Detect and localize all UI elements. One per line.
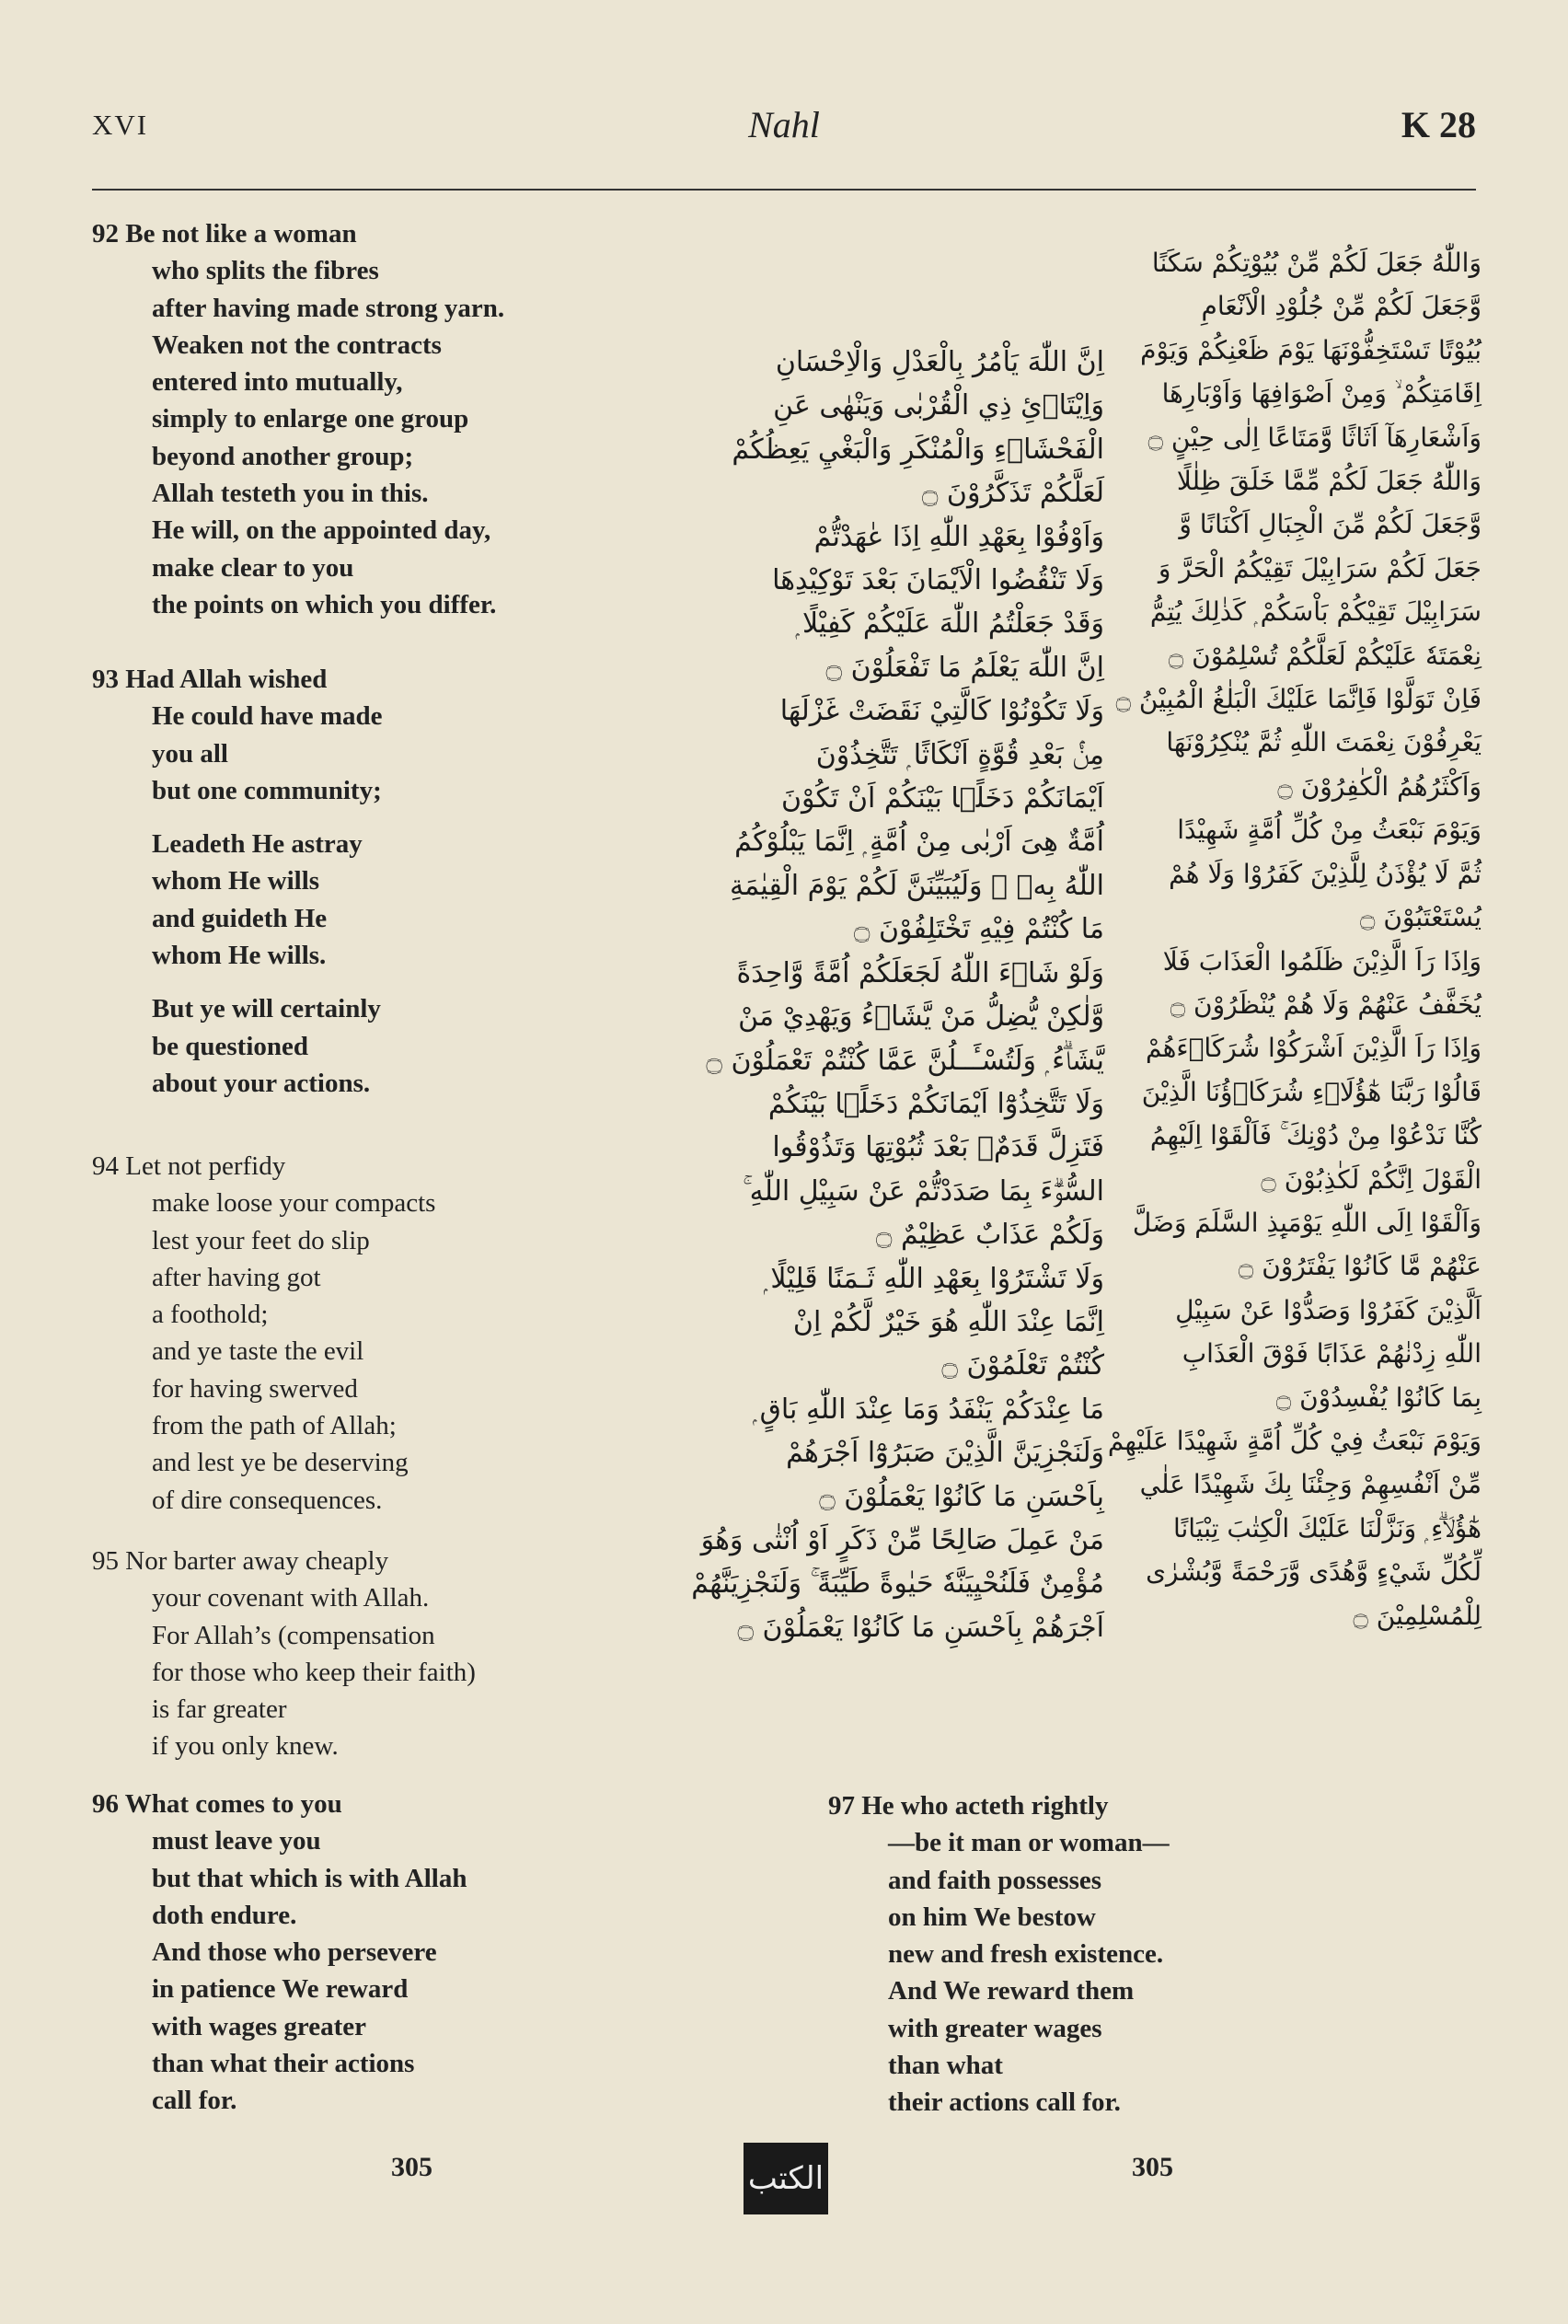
section-number: K 28 bbox=[1401, 104, 1476, 145]
arabic-line: لِلْمُسْلِمِيْنَ ۝ bbox=[1353, 1600, 1482, 1631]
arabic-line: مَا عِنْدَكُمْ يَنْفَدُ وَمَا عِنْدَ اللّٰهِ بَاقٍ ۭ bbox=[753, 1393, 1104, 1426]
arabic-line: مَا كُنْتُمْ فِيْهِ تَخْتَلِفُوْنَ ۝ bbox=[853, 913, 1104, 946]
verse-line: for those who keep their faith) bbox=[152, 1657, 476, 1687]
verse-line: and guideth He bbox=[152, 903, 328, 933]
verse-line: than what their actions bbox=[152, 2049, 415, 2079]
arabic-line: فَتَزِلَّ قَدَمٌۢ بَعْدَ ثُبُوْتِهَا وَتَذُوْقُوا bbox=[772, 1131, 1104, 1164]
arabic-line: يُسْتَعْتَبُوْنَ ۝ bbox=[1360, 902, 1482, 933]
arabic-line: مِنْۢ بَعْدِ قُوَّةٍ اَنْكَاثًا ۭ تَتَّخِذُوْنَ bbox=[815, 738, 1104, 771]
arabic-line: وَلَا تَتَّخِذُوْٓا اَيْمَانَكُمْ دَخَلًۢا بَيْنَكُمْ bbox=[767, 1087, 1104, 1120]
verse-93-part-3 bbox=[92, 990, 383, 1102]
verse-line: a foothold; bbox=[152, 1300, 269, 1330]
arabic-line: لِّكُلِّ شَيْءٍ وَّهُدًى وَّرَحْمَةً وَّبُشْرٰى bbox=[1146, 1556, 1482, 1588]
arabic-line: اِنَّ اللّٰهَ يَاْمُرُ بِالْعَدْلِ وَالْاِحْسَانِ bbox=[775, 346, 1104, 378]
arabic-line: يُخَفَّفُ عَنْهُمْ وَلَا هُمْ يُنْظَرُوْنَ ۝ bbox=[1170, 989, 1482, 1020]
verse-line: 97 He who acteth rightly bbox=[828, 1791, 1109, 1821]
verse-line: whom He wills. bbox=[152, 941, 327, 971]
arabic-line: كُنَّا نَدْعُوْا مِنْ دُوْنِكَ ۚ فَاَلْقَوْا اِلَيْهِمُ bbox=[1149, 1120, 1482, 1151]
verse-line: who splits the fibres bbox=[152, 256, 379, 286]
arabic-line: بِاَحْسَنِ مَا كَانُوْا يَعْمَلُوْنَ ۝ bbox=[819, 1480, 1104, 1513]
logo-text: الكتب bbox=[747, 2160, 824, 2197]
arabic-line: قَالُوْا رَبَّنَا هٰٓؤُلَاۗءِ شُرَكَاۗؤُنَا الَّذِيْنَ bbox=[1141, 1076, 1482, 1107]
arabic-text-right-column bbox=[1107, 241, 1482, 1637]
publisher-logo bbox=[744, 2143, 828, 2214]
verse-line: entered into mutually, bbox=[152, 367, 403, 398]
arabic-line: اللّٰهِ زِدْنٰهُمْ عَذَابًا فَوْقَ الْعَذَابِ bbox=[1182, 1338, 1482, 1370]
arabic-line: وَاَلْقَوْا اِلَى اللّٰهِ يَوْمَىِٕذِ السَّلَمَ وَضَلَّ bbox=[1132, 1207, 1482, 1238]
arabic-line: بِمَا كَانُوْا يُفْسِدُوْنَ ۝ bbox=[1275, 1382, 1482, 1413]
verse-line: make clear to you bbox=[152, 552, 354, 583]
verse-93-part-1 bbox=[92, 661, 383, 809]
verse-line: is far greater bbox=[152, 1694, 287, 1725]
verse-line: and lest ye be deserving bbox=[152, 1448, 409, 1478]
arabic-line: يَعْرِفُوْنَ نِعْمَتَ اللّٰهِ ثُمَّ يُنْكِرُوْنَهَا bbox=[1166, 727, 1482, 758]
verse-95 bbox=[92, 1543, 476, 1765]
arabic-line: وَاللّٰهُ جَعَلَ لَكُمْ مِّمَّا خَلَقَ ظِلٰلًا bbox=[1176, 466, 1482, 497]
arabic-line: فَاِنْ تَوَلَّوْا فَاِنَّمَا عَلَيْكَ الْبَلٰغُ الْمُبِيْنُ ۝ bbox=[1115, 684, 1482, 715]
header-rule bbox=[92, 189, 1476, 191]
arabic-line: وَلَنَجْزِيَنَّ الَّذِيْنَ صَبَرُوْٓا اَجْرَهُمْ bbox=[786, 1437, 1104, 1470]
page-number-left: 305 bbox=[391, 2152, 432, 2182]
arabic-line: وَاِيْتَاۗئِ ذِي الْقُرْبٰى وَيَنْهٰى عَنِ bbox=[773, 389, 1104, 422]
verse-line: He will, on the appointed day, bbox=[152, 515, 491, 546]
verse-line: on him We bestow bbox=[888, 1902, 1096, 1932]
arabic-line: مَنْ عَمِلَ صَالِحًا مِّنْ ذَكَرٍ اَوْ اُنْثٰى وَهُوَ bbox=[700, 1523, 1104, 1556]
arabic-line: اِنَّمَا عِنْدَ اللّٰهِ هُوَ خَيْرٌ لَّكُمْ اِنْ bbox=[792, 1305, 1104, 1338]
verse-line: —be it man or woman— bbox=[888, 1828, 1170, 1858]
arabic-line: وَاَوْفُوْا بِعَهْدِ اللّٰهِ اِذَا عٰهَدْتُّمْ bbox=[813, 520, 1104, 553]
verse-line: lest your feet do slip bbox=[152, 1225, 370, 1255]
verse-line: 95 Nor barter away cheaply bbox=[92, 1546, 389, 1576]
verse-line: Weaken not the contracts bbox=[152, 330, 442, 360]
arabic-line: اُمَّةٌ هِىَ اَرْبٰى مِنْ اُمَّةٍ ۭ اِنَّمَا يَبْلُوْكُمُ bbox=[734, 826, 1104, 859]
arabic-line: وَاَشْعَارِهَآ اَثَاثًا وَّمَتَاعًا اِلٰى حِيْنٍ ۝ bbox=[1147, 422, 1482, 453]
arabic-line: الْقَوْلَ اِنَّكُمْ لَكٰذِبُوْنَ ۝ bbox=[1261, 1163, 1482, 1195]
verse-line: about your actions. bbox=[152, 1068, 371, 1098]
arabic-line: وَلَا تَكُوْنُوْا كَالَّتِيْ نَقَضَتْ غَزْلَهَا bbox=[779, 695, 1104, 728]
verse-94 bbox=[92, 1148, 435, 1519]
verse-line: simply to enlarge one group bbox=[152, 404, 469, 434]
arabic-line: وَلَوْ شَاۗءَ اللّٰهُ لَجَعَلَكُمْ اُمَّةً وَّاحِدَةً bbox=[736, 956, 1104, 989]
page-header bbox=[92, 103, 1476, 149]
arabic-line: جَعَلَ لَكُمْ سَرَابِيْلَ تَقِيْكُمُ الْحَرَّ وَ bbox=[1158, 552, 1482, 584]
verse-line: of dire consequences. bbox=[152, 1485, 383, 1515]
verse-line: new and fresh existence. bbox=[888, 1939, 1164, 1970]
verse-line: Allah testeth you in this. bbox=[152, 479, 429, 509]
arabic-line: اَلَّذِيْنَ كَفَرُوْا وَصَدُّوْا عَنْ سَبِيْلِ bbox=[1175, 1294, 1482, 1325]
arabic-line: وَلَا تَنْقُضُوا الْاَيْمَانَ بَعْدَ تَوْكِيْدِهَا bbox=[772, 564, 1104, 597]
verse-line: beyond another group; bbox=[152, 441, 414, 471]
arabic-line: مُؤْمِنٌ فَلَنُحْيِيَنَّهٗ حَيٰوةً طَيِّبَةً ۚ وَلَنَجْزِيَنَّهُمْ bbox=[691, 1567, 1104, 1601]
arabic-line: نِعْمَتَهٗ عَلَيْكُمْ لَعَلَّكُمْ تُسْلِمُوْنَ ۝ bbox=[1168, 640, 1482, 671]
arabic-line: اَيْمَانَكُمْ دَخَلًۢا بَيْنَكُمْ اَنْ تَكُوْنَ bbox=[781, 782, 1104, 815]
verse-line: you all bbox=[152, 738, 228, 769]
arabic-line: وَيَوْمَ نَبْعَثُ فِيْ كُلِّ اُمَّةٍ شَهِيْدًا عَلَيْهِمْ bbox=[1107, 1425, 1482, 1456]
verse-line: in patience We reward bbox=[152, 1974, 409, 2005]
verse-line: from the path of Allah; bbox=[152, 1411, 397, 1441]
verse-line: with wages greater bbox=[152, 2011, 367, 2041]
arabic-line: اِنَّ اللّٰهَ يَعْلَمُ مَا تَفْعَلُوْنَ ۝ bbox=[825, 651, 1104, 684]
verse-line: and faith possesses bbox=[888, 1865, 1102, 1895]
verse-line: and ye taste the evil bbox=[152, 1336, 364, 1367]
arabic-line: وَّجَعَلَ لَكُمْ مِّنَ الْجِبَالِ اَكْنَانًا وَّ bbox=[1179, 509, 1482, 540]
arabic-line: وَاَكْثَرُهُمُ الْكٰفِرُوْنَ ۝ bbox=[1277, 770, 1482, 802]
verse-line: after having made strong yarn. bbox=[152, 293, 505, 323]
verse-line: their actions call for. bbox=[888, 2087, 1121, 2118]
arabic-line: سَرَابِيْلَ تَقِيْكُمْ بَاْسَكُمْ ۭ كَذٰلِكَ يُتِمُّ bbox=[1149, 596, 1482, 628]
verse-line: for having swerved bbox=[152, 1373, 358, 1404]
verse-line: but that which is with Allah bbox=[152, 1863, 467, 1893]
arabic-line: وَاِذَا رَاَ الَّذِيْنَ اَشْرَكُوْا شُرَكَاۗءَهُمْ bbox=[1146, 1033, 1482, 1064]
page-number-right: 305 bbox=[1132, 2152, 1173, 2182]
verse-line: your covenant with Allah. bbox=[152, 1583, 430, 1613]
verse-line: Leadeth He astray bbox=[152, 829, 363, 860]
verse-line: 96 What comes to you bbox=[92, 1789, 342, 1819]
verse-line: if you only knew. bbox=[152, 1731, 339, 1762]
arabic-line: وَلَا تَشْتَرُوْا بِعَهْدِ اللّٰهِ ثَـمَنًا قَلِيْلًا ۭ bbox=[763, 1262, 1104, 1295]
arabic-line: وَيَوْمَ نَبْعَثُ مِنْ كُلِّ اُمَّةٍ شَهِيْدًا bbox=[1177, 815, 1482, 846]
verse-line: must leave you bbox=[152, 1826, 321, 1856]
arabic-line: وَاللّٰهُ جَعَلَ لَكُمْ مِّنْ بُيُوْتِكُمْ سَكَنًا bbox=[1151, 248, 1482, 278]
verse-line: than what bbox=[888, 2051, 1003, 2081]
verse-line: For Allah’s (compensation bbox=[152, 1620, 435, 1650]
arabic-line: الْفَحْشَاۗءِ وَالْمُنْكَرِ وَالْبَغْيِ يَعِظُكُمْ bbox=[732, 433, 1104, 466]
surah-title: Nahl bbox=[748, 104, 820, 145]
verse-line: But ye will certainly bbox=[152, 994, 381, 1024]
verse-line: 93 Had Allah wished bbox=[92, 665, 328, 694]
arabic-line: وَلَكُمْ عَذَابٌ عَظِيْمٌ ۝ bbox=[875, 1219, 1104, 1252]
verse-96 bbox=[92, 1786, 467, 2120]
verse-93-part-2 bbox=[92, 826, 383, 974]
arabic-line: كُنْتُمْ تَعْلَمُوْنَ ۝ bbox=[941, 1349, 1104, 1382]
verse-97 bbox=[828, 1787, 1170, 2122]
arabic-line: عَنْهُمْ مَّا كَانُوْا يَفْتَرُوْنَ ۝ bbox=[1238, 1251, 1482, 1282]
arabic-line: السُّوْۗءَ بِمَا صَدَدْتُّمْ عَنْ سَبِيْلِ اللّٰهِ ۚ bbox=[743, 1174, 1104, 1208]
verse-line: doth endure. bbox=[152, 1900, 297, 1930]
arabic-line: مِّنْ اَنْفُسِهِمْ وَجِئْنَا بِكَ شَهِيْدًا عَلٰي bbox=[1139, 1469, 1482, 1500]
arabic-line: يَّشَاۗءُ ۭ وَلَتُسْـَٔــلُنَّ عَمَّا كُنْتُمْ تَعْمَلُوْنَ ۝ bbox=[706, 1044, 1104, 1077]
verse-line: 92 Be not like a woman bbox=[92, 219, 357, 249]
verse-line: make loose your compacts bbox=[152, 1188, 436, 1219]
verse-line: be questioned bbox=[152, 1031, 309, 1061]
verse-92 bbox=[92, 215, 504, 623]
arabic-line: اللّٰهُ بِهٖ ۭ وَلَيُبَيِّنَنَّ لَكُمْ يَوْمَ الْقِيٰمَةِ bbox=[729, 869, 1104, 902]
verse-line: call for. bbox=[152, 2086, 237, 2116]
arabic-line: اَجْرَهُمْ بِاَحْسَنِ مَا كَانُوْا يَعْمَلُوْنَ ۝ bbox=[737, 1611, 1104, 1644]
verse-line: with greater wages bbox=[888, 2013, 1102, 2043]
verse-line: after having got bbox=[152, 1262, 321, 1292]
verse-line: whom He wills bbox=[152, 866, 320, 896]
verse-line: And those who persevere bbox=[152, 1937, 437, 1968]
arabic-line: اِقَامَتِكُمْ ۙ وَمِنْ اَصْوَافِهَا وَاَوْبَارِهَا bbox=[1161, 378, 1482, 410]
arabic-line: بُيُوْتًا تَسْتَخِفُّوْنَهَا يَوْمَ ظَعْنِكُمْ وَيَوْمَ bbox=[1140, 334, 1482, 365]
arabic-line: ثُمَّ لَا يُؤْذَنُ لِلَّذِيْنَ كَفَرُوْا وَلَا هُمْ bbox=[1169, 858, 1482, 889]
arabic-line: وَقَدْ جَعَلْتُمُ اللّٰهَ عَلَيْكُمْ كَفِيْلًا ۭ bbox=[795, 607, 1104, 641]
arabic-text-left-column bbox=[691, 341, 1104, 1649]
verse-line: but one community; bbox=[152, 775, 382, 805]
part-number: XVI bbox=[92, 109, 149, 141]
verse-line: And We reward them bbox=[888, 1976, 1135, 2006]
arabic-line: هٰٓؤُلَاۗءِ ۭ وَنَزَّلْنَا عَلَيْكَ الْكِتٰبَ تِبْيَانًا bbox=[1172, 1512, 1482, 1544]
verse-line: the points on which you differ. bbox=[152, 589, 497, 619]
verse-line: He could have made bbox=[152, 701, 383, 732]
arabic-line: وَاِذَا رَاَ الَّذِيْنَ ظَلَمُوا الْعَذَابَ فَلَا bbox=[1162, 945, 1482, 977]
verse-line: 94 Let not perfidy bbox=[92, 1151, 286, 1181]
arabic-line: وَّلٰكِنْ يُّضِلُّ مَنْ يَّشَاۗءُ وَيَهْدِيْ مَنْ bbox=[738, 1000, 1104, 1034]
arabic-line: وَّجَعَلَ لَكُمْ مِّنْ جُلُوْدِ الْاَنْعَامِ bbox=[1201, 291, 1482, 322]
verse-93 bbox=[92, 661, 383, 1102]
arabic-line: لَعَلَّكُمْ تَذَكَّرُوْنَ ۝ bbox=[921, 477, 1104, 510]
